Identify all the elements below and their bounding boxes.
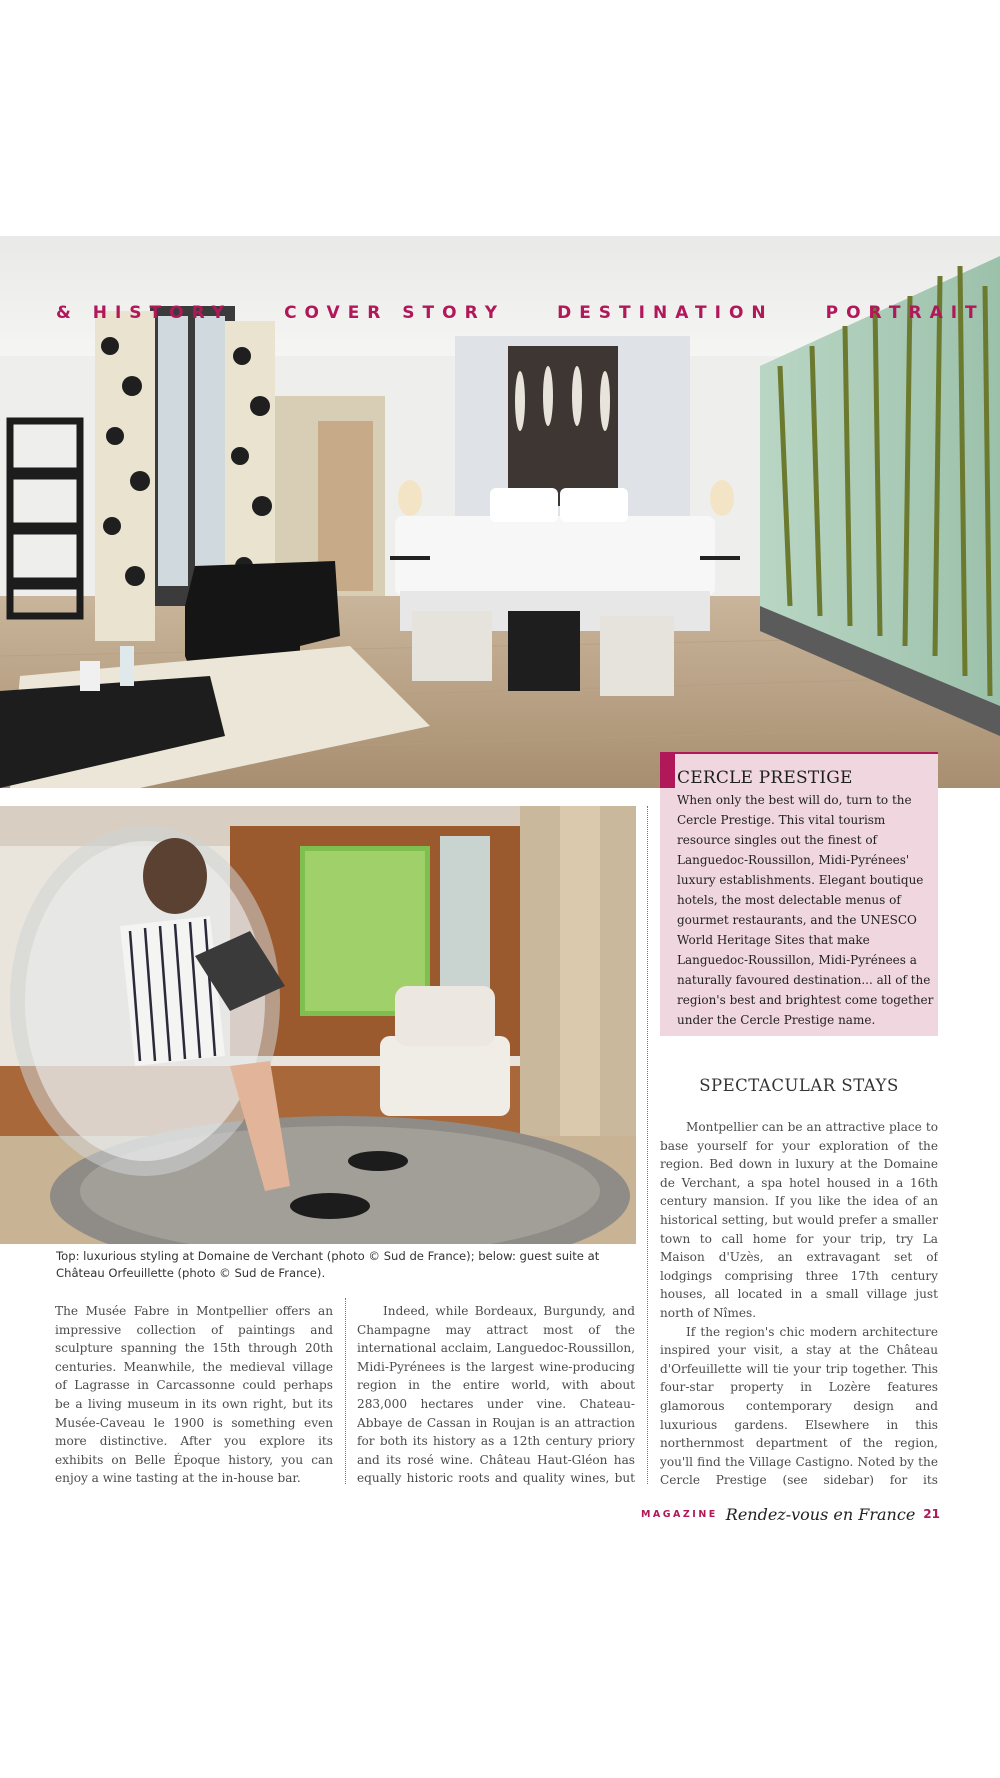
section-nav [56,300,985,326]
photo-caption: Top: luxurious styling at Domaine de Verchant (photo © Sud de France); below: guest suite at Château Orfeuillette (photo © Sud de France). [56,1249,600,1280]
column-divider [647,806,648,1484]
cercle-prestige-sidebar [660,752,938,1036]
column-divider [345,1298,346,1484]
sidebar-body: When only the best will do, turn to the Cercle Prestige. This vital tourism resource singles out the finest of Languedoc-Roussillon, Midi-Pyrénees' luxury establishments. Elegant boutique hotels, the most delectable menus of gourmet restaurants, and the UNESCO World Heritage Sites that make Languedoc-Roussillon, Midi-Pyrénees a naturally favoured destination... all of the region's best and brightest come together under the Cercle Prestige name. [677,793,934,1027]
paragraph: If the region's chic modern architecture inspired your visit, a stay at the Château d'Orfeuillette will tie your trip together. This four-star property in Lozère features glamorous contemporary design and luxurious gardens. Elsewhere in this northernmost department of the region, you'll find the Village Castigno. Noted by the Cercle Prestige (see sidebar) for its [660,1324,938,1488]
article-column-3 [660,1118,938,1488]
sidebar-accent-bar [660,754,675,788]
magazine-brand-logo: Rendez-vous en France [725,1504,916,1524]
page-footer [640,1502,940,1526]
article-column-1: The Musée Fabre in Montpellier offers an impressive collection of paintings and sculpture spanning the 15th through 20th centuries. Meanwhile, the medieval village of Lagrasse in Carcassonne could perhaps be a living museum in its own right, but its Musée-Caveau le 1900 is something even more distinctive. After you explore its exhibits on Belle Époque history, you can enjoy a wine tasting at the in-house bar. [55,1304,333,1486]
paragraph: Montpellier can be an attractive place to base yourself for your exploration of the region. Bed down in luxury at the Domaine de Verchant, a spa hotel housed in a 16th century mansion. If you like the idea of an historical setting, but would prefer a smaller town to call home for your trip, try La Maison d'Uzès, an extravagant set of lodgings comprising three 17th century houses, all located in a small village just north of Nîmes. [660,1120,938,1320]
section-heading-spectacular-stays: SPECTACULAR STAYS [699,1076,899,1095]
nav-item-portrait[interactable]: PORTRAIT [825,303,985,323]
sidebar-title: CERCLE PRESTIGE [677,768,853,788]
suite-photo [0,806,636,1244]
article-column-2: Indeed, while Bordeaux, Burgundy, and Champagne may attract most of the international acclaim, Languedoc-Roussillon, Midi-Pyrénees is the largest wine-producing region in the entire world, with about 283,000 hectares under vine. Chateau-Abbaye de Cassan in Roujan is an attraction for both its history as a 12th century priory and its rosé wine. Château Haut-Gléon has equally historic roots and quality wines, but [357,1304,635,1486]
nav-item-history[interactable]: & HISTORY [56,303,233,323]
nav-item-cover-story[interactable]: COVER STORY [284,303,506,323]
nav-item-destination[interactable]: DESTINATION [557,303,774,323]
magazine-label: MAGAZINE [640,1508,718,1520]
page-number: 21 [923,1507,940,1521]
